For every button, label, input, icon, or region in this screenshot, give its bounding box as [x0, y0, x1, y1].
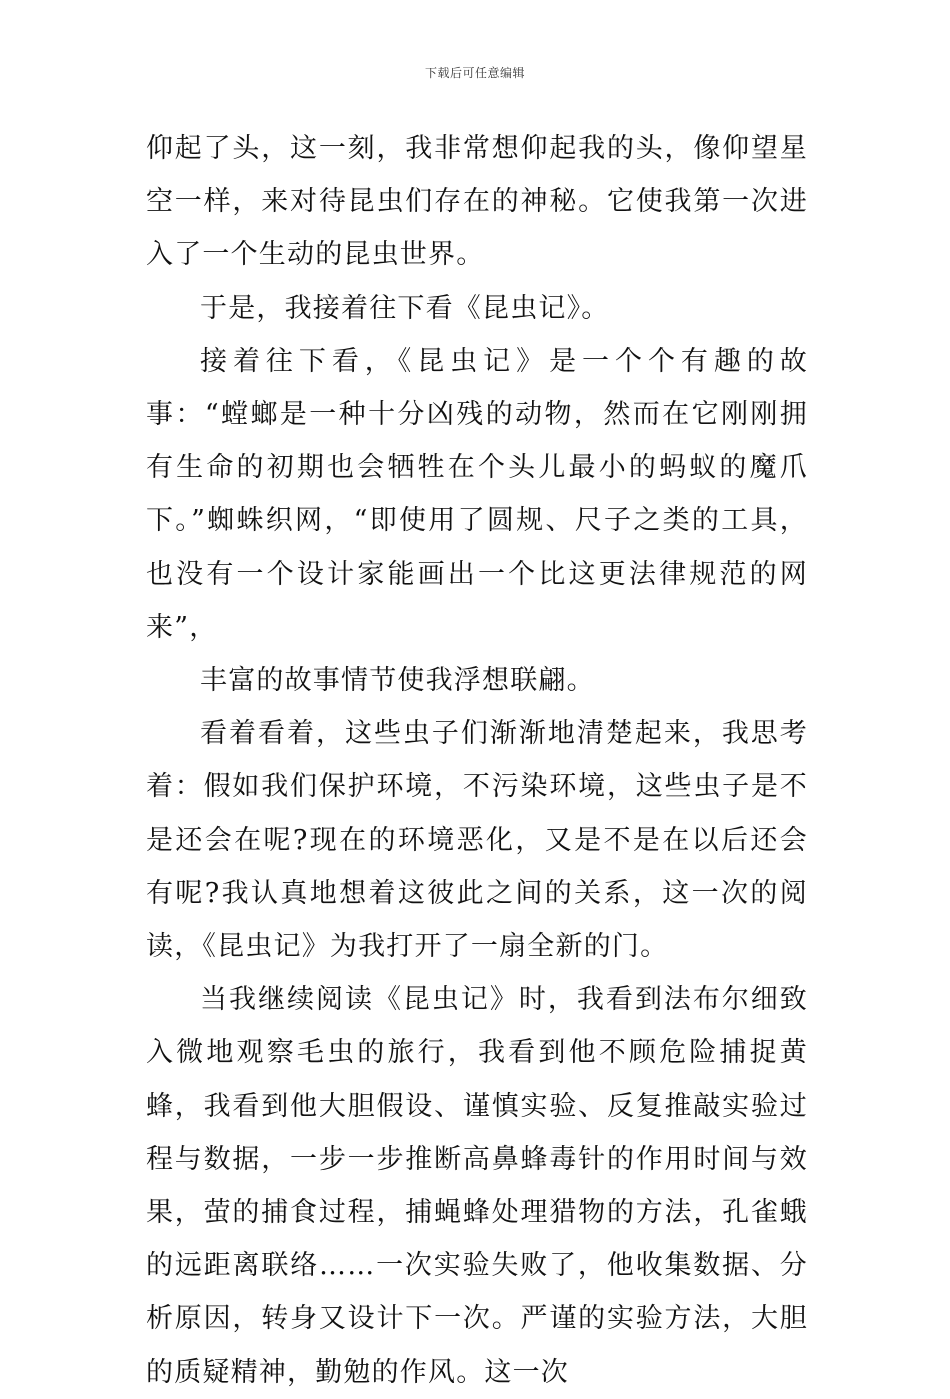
paragraph-1: 仰起了头，这一刻，我非常想仰起我的头，像仰望星空一样，来对待昆虫们存在的神秘。它使我第一次进入了一个生动的昆虫世界。 — [146, 133, 808, 271]
paragraph-4: 丰富的故事情节使我浮想联翩。 — [200, 665, 595, 697]
paragraph-6: 当我继续阅读《昆虫记》时，我看到法布尔细致入微地观察毛虫的旅行，我看到他不顾危险捕捉黄蜂，我看到他大胆假设、谨慎实验、反复推敲实验过程与数据，一步一步推断高鼻蜂毒针的作用时间与效果，萤的捕食过程，捕蝇蜂处理猎物的方法，孔雀蛾的远距离联络……一次实验失败了，他收集数据、分析原因，转身又设计下一次。严谨的实验方法，大胆的质疑精神，勤勉的作风。这一次 — [146, 984, 808, 1388]
paragraph-3: 接着往下看，《昆虫记》是一个个有趣的故事：“螳螂是一种十分凶残的动物，然而在它刚刚拥有生命的初期也会牺牲在个头儿最小的蚂蚁的魔爪下。”蜘蛛织网，“即使用了圆规、尺子之类的工具，也没有一个设计家能画出一个比这更法律规范的网来”， — [146, 345, 808, 643]
paragraph-2: 于是，我接着往下看《昆虫记》。 — [200, 292, 610, 324]
document-body — [146, 122, 808, 1399]
paragraph-5: 看着看着，这些虫子们渐渐地清楚起来，我思考着：假如我们保护环境，不污染环境，这些虫子是不是还会在呢?现在的环境恶化，又是不是在以后还会有呢?我认真地想着这彼此之间的关系，这一次的阅读，《昆虫记》为我打开了一扇全新的门。 — [146, 718, 808, 963]
header-note: 下载后可任意编辑 — [424, 66, 525, 80]
